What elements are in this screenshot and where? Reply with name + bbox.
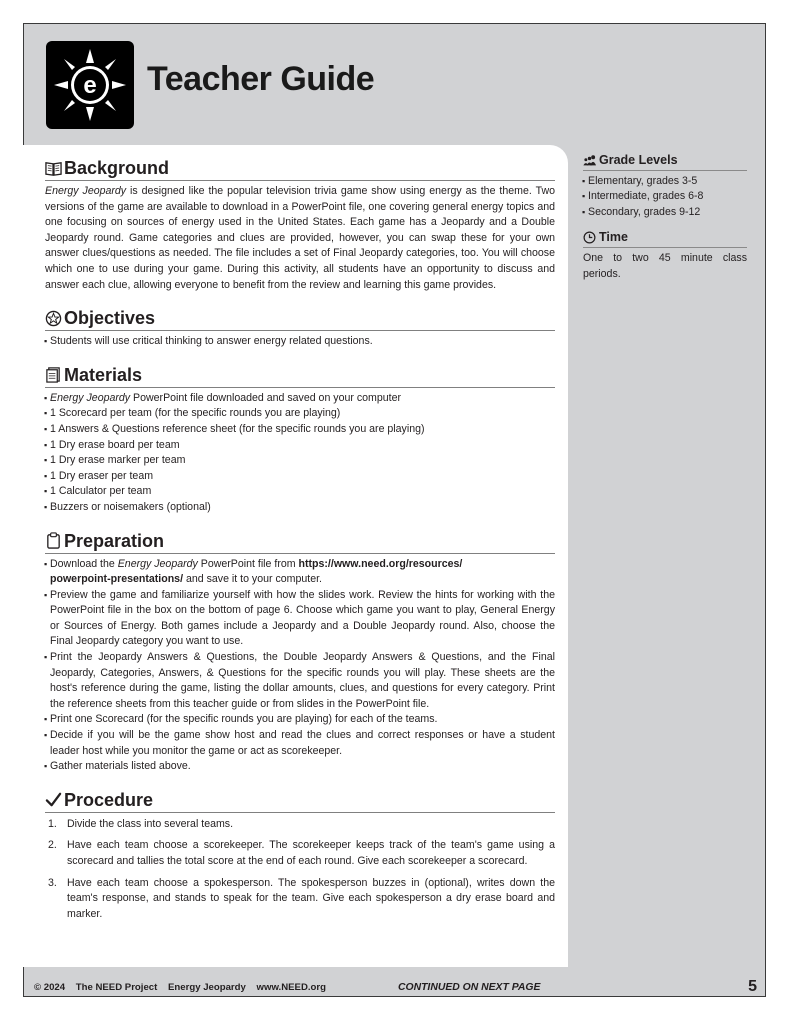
logo-letter: e [83, 72, 97, 99]
list-item: ▪ Secondary, grades 9-12 [583, 205, 747, 220]
preparation-heading-text: Preparation [64, 530, 165, 551]
clipboard-icon [45, 532, 62, 549]
time-text: One to two 45 minute class periods. [583, 252, 747, 280]
continued-notice: CONTINUED ON NEXT PAGE [398, 982, 541, 993]
list-item: ▪ Gather materials listed above. [45, 759, 555, 775]
preparation-heading [45, 530, 555, 554]
materials-heading-text: Materials [64, 364, 143, 385]
list-item: ▪ 1 Scorecard per team (for the specific rounds you are playing) [45, 406, 555, 422]
time-heading [583, 229, 747, 248]
list-item: ▪ 1 Dry eraser per team [45, 469, 555, 485]
list-item: ▪ Print one Scorecard (for the specific rounds you are playing) for each of the teams. [45, 712, 555, 728]
resource-link-continued[interactable]: powerpoint-presentations/ [50, 573, 184, 586]
grade-levels-list [583, 174, 747, 220]
background-text: Energy Jeopardy is designed like the popular television trivia game show using energy as the theme. Two versions of the game are available to download in a PowerPoint file, one covering general energy topics and one focusing on sources of energy used in the United States. Each game has a Jeopardy and a Double Jeopardy round. Game categories and clues are provided, however, you can swap these for your own answer clues/questions as needed. The file includes a set of Final Jeopardy categories, too. You will choose which one to use during your game. During this activity, all students have an opportunity to discuss and answer each clue, allowing everyone to benefit from the review and learning this game provides. [45, 185, 555, 291]
page-title: Teacher Guide [147, 60, 375, 98]
footer-copyright: © 2024 [34, 982, 66, 993]
preparation-list [45, 557, 555, 775]
clock-icon [583, 231, 596, 244]
footer-credits [34, 982, 334, 993]
footer [34, 978, 759, 998]
people-icon [583, 154, 596, 167]
procedure-list [45, 817, 555, 923]
list-item: ▪ Preview the game and familiarize yourself with how the slides work. Review the hints for working with the PowerPoint file in the box on the bottom of page 6. Choose which game you want to play, General Energy or Sources of Energy. Both games include a Jeopardy and a Double Jeopardy round. Also, choose the Final Jeopardy category you want to use. [45, 588, 555, 650]
sun-logo-icon [46, 41, 134, 129]
objectives-heading-text: Objectives [64, 308, 156, 329]
footer-product: Energy Jeopardy [168, 982, 246, 993]
sidebar [583, 152, 747, 282]
materials-heading [45, 364, 555, 388]
list-item: ▪ Buzzers or noisemakers (optional) [45, 500, 555, 516]
list-item: ▪ 1 Calculator per team [45, 484, 555, 500]
list-item: ▪ Print the Jeopardy Answers & Questions, the Double Jeopardy Answers & Questions, and the Final Jeopardy, Categories, Answers, & Questions for the specific rounds you will play. These sheets are the host's reference during the game, listing the dollar amounts, clues, and questions for every category. Print the reference sheets from this teacher guide or from slides in the PowerPoint file. [45, 650, 555, 712]
target-star-icon [45, 310, 62, 327]
footer-site[interactable]: www.NEED.org [256, 982, 327, 993]
materials-list [45, 391, 555, 516]
background-heading-text: Background [64, 158, 170, 178]
list-item: 2. Have each team choose a scorekeeper. The scorekeeper keeps track of the team's game using a scorecard and tallies the total score at the end of each round. Give each scorekeeper a scorecard. [48, 839, 555, 867]
list-item: ▪ Elementary, grades 3-5 [583, 174, 747, 189]
list-item: ▪ Download the Energy Jeopardy PowerPoint file from https://www.need.org/resources/ powerpoint-presentations/ and save it to your computer. [45, 557, 555, 588]
list-item: ▪ 1 Answers & Questions reference sheet (for the specific rounds you are playing) [45, 422, 555, 438]
background-heading [45, 157, 555, 181]
list-item: 1. Divide the class into several teams. [48, 817, 234, 830]
page-number: 5 [748, 978, 757, 995]
grade-levels-heading [583, 152, 747, 171]
list-item: ▪ Energy Jeopardy PowerPoint file downloaded and saved on your computer [45, 391, 555, 407]
list-item: ▪ Students will use critical thinking to answer energy related questions. [45, 334, 555, 350]
objectives-list [45, 334, 555, 350]
footer-org: The NEED Project [75, 982, 158, 993]
book-icon [45, 160, 62, 177]
procedure-heading-text: Procedure [64, 789, 154, 810]
resource-link[interactable]: https://www.need.org/resources/ [298, 557, 463, 570]
checkmark-icon [45, 791, 62, 808]
grade-levels-heading-text: Grade Levels [599, 153, 678, 167]
list-item: ▪ 1 Dry erase board per team [45, 438, 555, 454]
procedure-heading [45, 789, 555, 813]
list-item: ▪ Intermediate, grades 6-8 [583, 189, 747, 204]
list-item: 3. Have each team choose a spokesperson. The spokesperson buzzes in (optional), writes down the team's response, and stands to speak for the team. Give each spokesperson a dry erase board and marker. [48, 876, 555, 920]
list-item: ▪ 1 Dry erase marker per team [45, 453, 555, 469]
objectives-heading [45, 307, 555, 331]
papers-icon [45, 366, 62, 383]
list-item: ▪ Decide if you will be the game show host and read the clues and correct responses or have a student leader host while you monitor the game or act as scorekeeper. [45, 728, 555, 759]
main-content [45, 157, 555, 928]
time-heading-text: Time [599, 230, 628, 245]
need-logo [46, 41, 134, 129]
